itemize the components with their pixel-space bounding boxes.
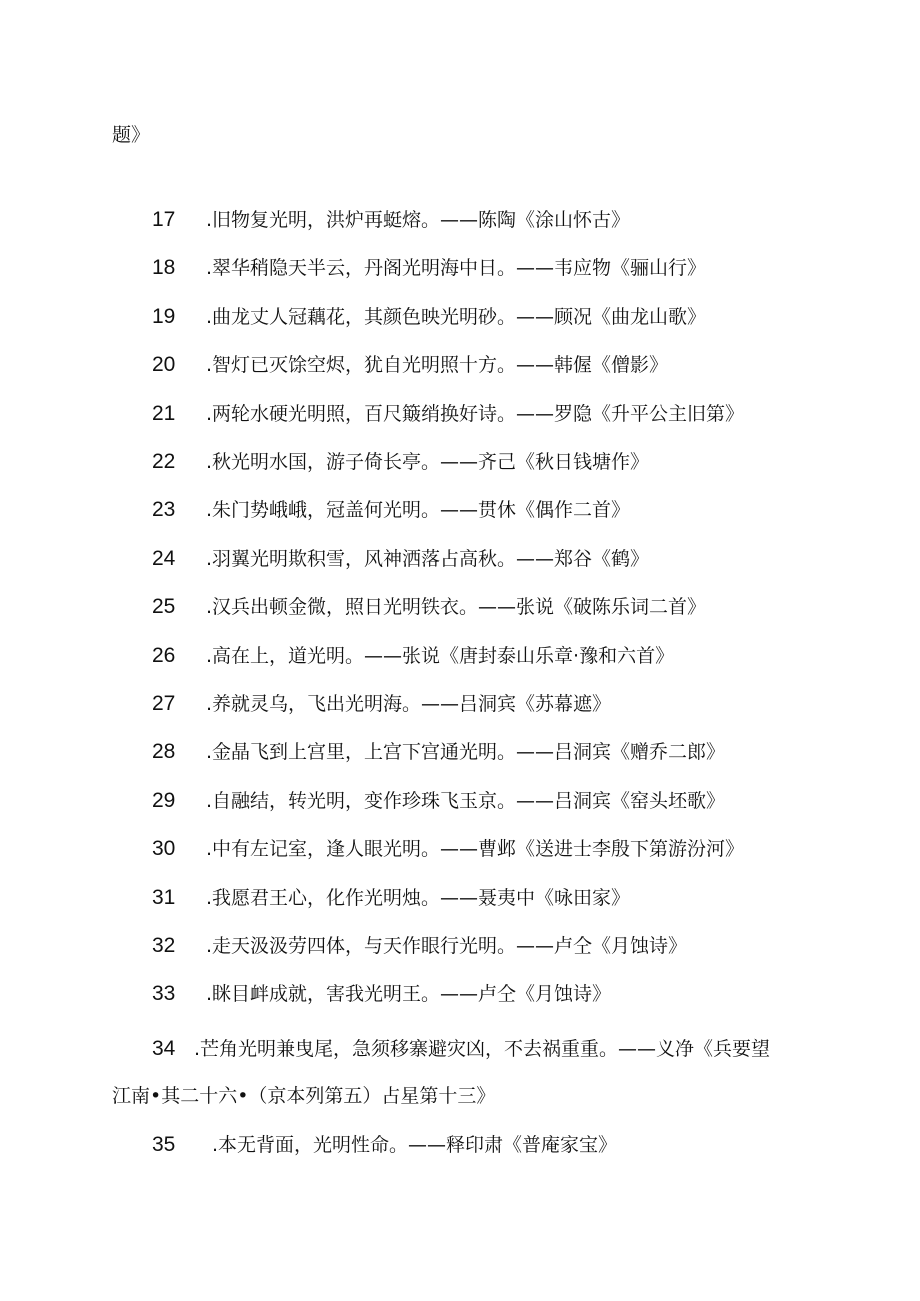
entry-text: .智灯已灭馀空烬，犹自光明照十方。——韩偓《僧影》	[206, 354, 669, 376]
entry-number: 27	[152, 692, 176, 715]
entry-number: 32	[152, 934, 176, 957]
entry-number: 20	[152, 353, 176, 376]
entry-text: .养就灵乌，飞出光明海。——吕洞宾《苏幕遮》	[206, 693, 612, 715]
entry-text: .我愿君王心，化作光明烛。——聂夷中《咏田家》	[206, 887, 631, 909]
entry-text: .朱门势峨峨，冠盖何光明。——贯休《偶作二首》	[206, 499, 631, 521]
entry-text: .走天汲汲劳四体，与天作眼行光明。——卢仝《月蚀诗》	[206, 935, 688, 957]
entry-text: .自融结，转光明，变作珍珠飞玉京。——吕洞宾《窑头坯歌》	[206, 790, 726, 812]
entry-text-continuation: 江南•其二十六•（京本列第五）占星第十三》	[112, 1085, 496, 1107]
entry-text: .金晶飞到上宫里，上宫下宫通光明。——吕洞宾《赠乔二郎》	[206, 741, 726, 763]
entry-text: .两轮水硬光明照，百尺簸绡换好诗。——罗隐《升平公主旧第》	[206, 403, 745, 425]
entry-number: 35	[152, 1133, 176, 1156]
continuation-text: 题》	[112, 124, 151, 146]
entry-text: .羽翼光明欺积雪，风神洒落占高秋。——郑谷《鹤》	[206, 548, 650, 570]
entry-number: 24	[152, 547, 176, 570]
entry-number: 26	[152, 644, 176, 667]
entry-number: 19	[152, 305, 176, 328]
entry-number: 23	[152, 498, 176, 521]
entry-number: 25	[152, 595, 176, 618]
entry-number: 30	[152, 837, 176, 860]
entry-text: .曲龙丈人冠藕花，其颜色映光明砂。——顾况《曲龙山歌》	[206, 306, 707, 328]
entry-number: 28	[152, 740, 176, 763]
entry-number: 33	[152, 982, 176, 1005]
entry-number: 31	[152, 886, 176, 909]
entry-text: .秋光明水国，游子倚长亭。——齐己《秋日钱塘作》	[206, 451, 650, 473]
entry-number: 22	[152, 450, 176, 473]
entry-text: .翠华稍隐天半云，丹阁光明海中日。——韦应物《骊山行》	[206, 257, 707, 279]
entry-text: .汉兵出顿金微，照日光明铁衣。——张说《破陈乐词二首》	[206, 596, 707, 618]
entry-text: .芒角光明兼曳尾，急须移寨避灾凶，不去祸重重。——义净《兵要望	[194, 1038, 771, 1060]
entry-number: 17	[152, 208, 176, 231]
entry-text: .眯目衅成就，害我光明王。——卢仝《月蚀诗》	[206, 983, 612, 1005]
entry-number: 29	[152, 789, 176, 812]
entry-text: .中有左记室，逢人眼光明。——曹邺《送进士李殷下第游汾河》	[206, 838, 745, 860]
entry-text: .旧物复光明，洪炉再蜓熔。——陈陶《涂山怀古》	[206, 209, 631, 231]
entry-number: 18	[152, 256, 176, 279]
entry-text: .高在上，道光明。——张说《唐封泰山乐章·豫和六首》	[206, 645, 675, 667]
entry-number: 21	[152, 402, 176, 425]
entry-number: 34	[152, 1037, 176, 1060]
entry-text: .本无背面，光明性命。——释印肃《普庵家宝》	[212, 1134, 618, 1156]
